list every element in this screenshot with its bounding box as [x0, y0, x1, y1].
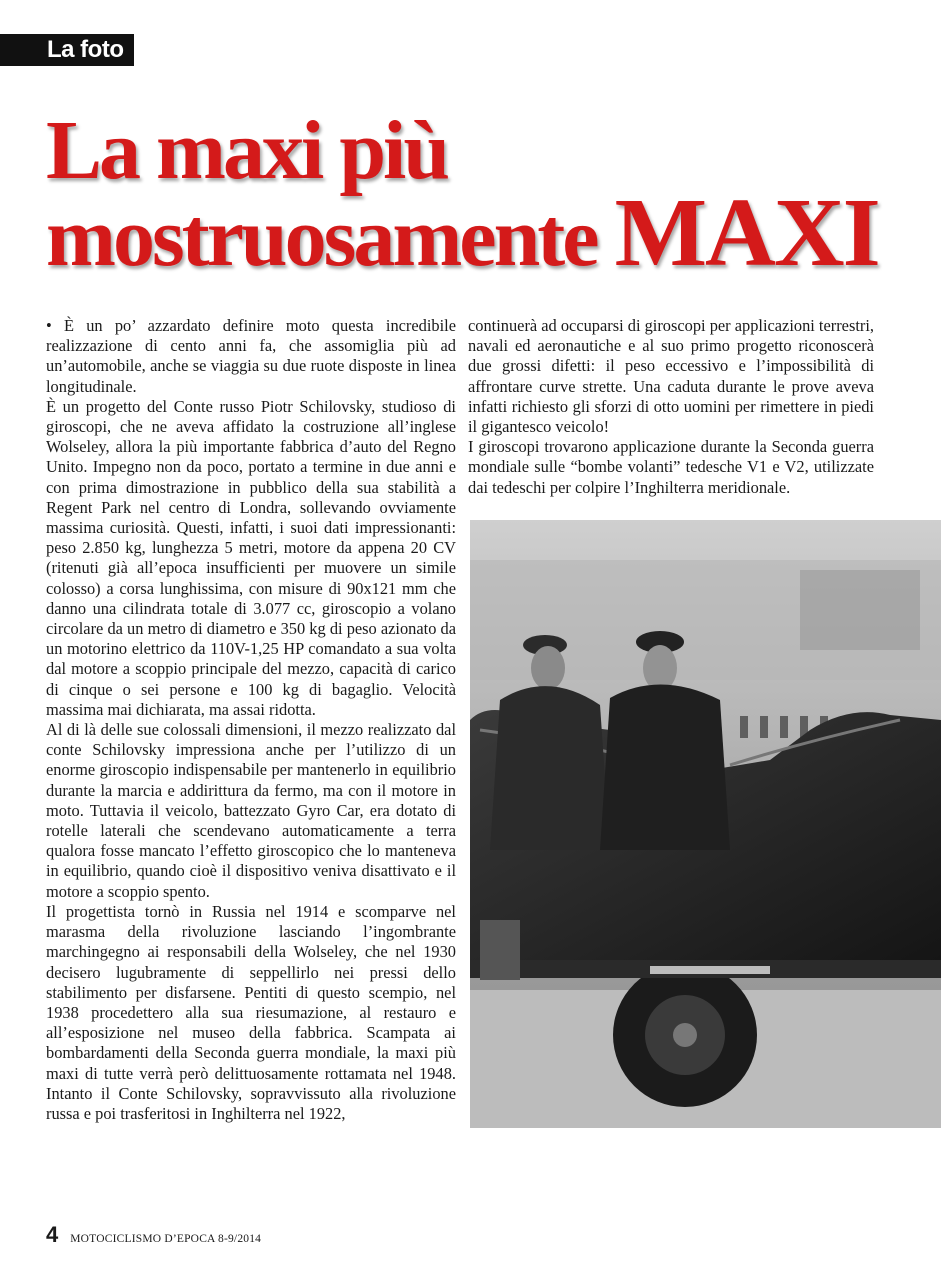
article-paragraph: • È un po’ azzardato definire moto questa incredibile realizzazione di cento anni fa, che assomiglia più ad un’automobile, anche se viaggia su due ruote disposte in linea longitudinale. — [46, 316, 456, 396]
article-paragraph: Al di là delle sue colossali dimensioni, il mezzo realizzato dal conte Schilovsky impressiona anche per l’utilizzo di un enorme giroscopio indispensabile per mantenerlo in equilibrio durante la marcia e addirittura da fermo, ma con il motore in moto. Tuttavia il veicolo, battezzato Gyro Car, era dotato di rotelle laterali che scendevano automaticamente a terra qualora fosse mancato l’effetto giroscopico che lo manteneva in equilibrio, quando cioè il dispositivo veniva disattivato e il motore a scoppio spento. — [46, 720, 456, 901]
headline-word-maxi: MAXI — [614, 179, 879, 287]
page-footer — [46, 1222, 261, 1248]
headline — [46, 104, 926, 287]
article-paragraph: continuerà ad occuparsi di giroscopi per applicazioni terrestri, navali ed aeronautiche e al suo primo progetto riconoscerà due grossi difetti: il peso eccessivo e l’impossibilità di affrontare curve strette. Una caduta durante le prove aveva infatti richiesto gli sforzi di otto uomini per rimettere in piedi il gigantesco veicolo! — [468, 316, 874, 437]
article-paragraph: I giroscopi trovarono applicazione durante la Seconda guerra mondiale sulle “bombe volanti” tedesche V1 e V2, utilizzate dai tedeschi per colpire l’Inghilterra meridionale. — [468, 437, 874, 497]
headline-word-mostruosamente: mostruosamente — [46, 191, 597, 284]
section-tag: La foto — [0, 34, 134, 66]
article-paragraph: È un progetto del Conte russo Piotr Schilovsky, studioso di giroscopi, che ne aveva affidato la costruzione all’inglese Wolseley, allora la più importante fabbrica d’auto del Regno Unito. Impegno non da poco, portato a termine in due anni e con prima dimostrazione in pubblico della sua stabilità a Regent Park nel centro di Londra, sollevando ovviamente massima curiosità. Questi, infatti, i suoi dati impressionanti: peso 2.850 kg, lunghezza 5 metri, motore da appena 20 CV (ritenuti già all’epoca insufficienti per muovere un simile colosso) a corsa lunghissima, con misure di 90x121 mm che danno una cilindrata totale di 3.077 cc, giroscopio a volano circolare da un metro di diametro e 350 kg di peso azionato da un motorino elettrico da 110V-1,25 HP comandato a sua volta dal motore a scoppio principale del mezzo, capacità di carico di cinque o sei persone e 100 kg di bagaglio. Velocità massima mai dichiarata, ma assai ridotta. — [46, 396, 456, 719]
publication-info: MOTOCICLISMO D’EPOCA 8-9/2014 — [70, 1233, 262, 1245]
headline-line-1: La maxi più — [46, 104, 448, 197]
gyro-car-photo — [470, 520, 941, 1128]
article-column-left — [46, 316, 456, 1124]
article-paragraph: Il progettista tornò in Russia nel 1914 e scomparve nel marasma della rivoluzione lasciando l’ingombrante marchingegno ai responsabili della Wolseley, che nel 1930 decisero lugubramente di seppellirlo nei pressi dello stabilimento per disfarsene. Pentiti di questo scempio, nel 1938 procedettero alla sua riesumazione, al restauro e all’esposizione nel museo della fabbrica. Scampata ai bombardamenti della Seconda guerra mondiale, la maxi più maxi di tutte verrà però delittuosamente rottamata nel 1948. Intanto il Conte Schilovsky, sopravvissuto alla rivoluzione russa e poi trasferitosi in Inghilterra nel 1922, — [46, 901, 456, 1123]
gyro-car-illustration — [470, 520, 941, 1128]
headline-line-2 — [46, 179, 926, 287]
page-number: 4 — [46, 1222, 59, 1247]
article-column-right — [468, 316, 874, 498]
